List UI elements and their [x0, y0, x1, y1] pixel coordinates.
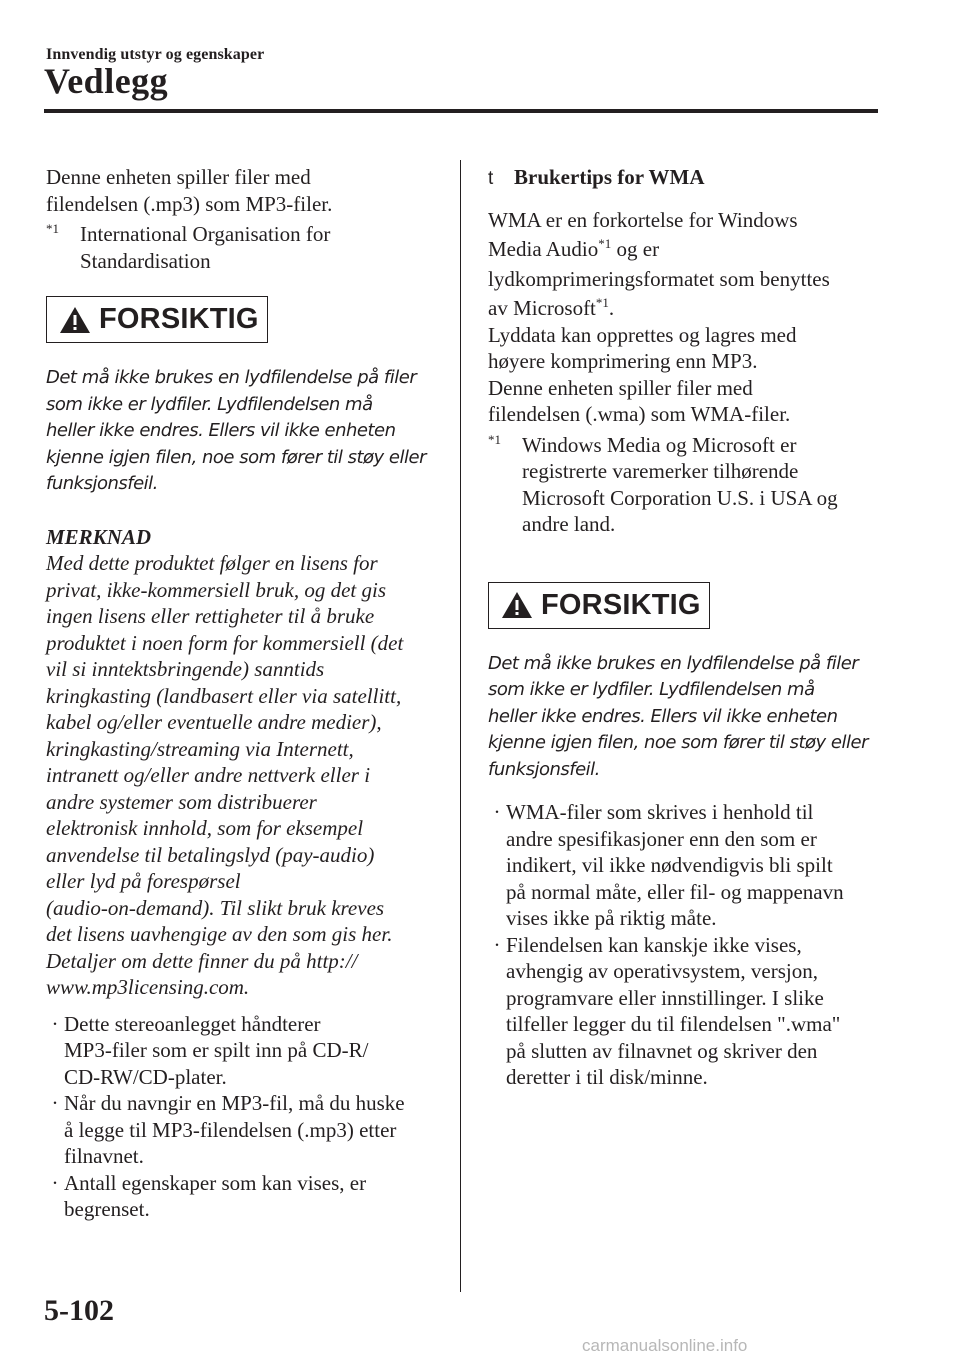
note-line: intranett og/eller andre nettverk eller i	[46, 763, 371, 787]
note-line: andre systemer som distribuerer	[46, 789, 317, 814]
list-item-line: Dette stereoanlegget håndterer	[64, 1011, 321, 1036]
footnote-line: International Organisation for	[80, 222, 331, 246]
caution-text	[46, 365, 438, 498]
footnote	[488, 432, 888, 538]
note-line: www.mp3licensing.com.	[46, 975, 250, 999]
bullet-dot-icon: ·	[51, 1011, 59, 1036]
list-item-line: på normal måte, eller fil- og mappenavn	[506, 879, 844, 904]
list-item-line: CD-RW/CD-plater.	[64, 1064, 227, 1089]
section-heading-text: Brukertips for WMA	[514, 165, 705, 189]
warning-triangle-icon	[501, 591, 533, 619]
wma-description	[488, 207, 888, 428]
header-rule	[44, 109, 878, 113]
caution-line: heller ikke endres. Ellers vil ikke enheten	[488, 705, 838, 727]
bullet-list	[46, 1011, 438, 1223]
caution-line: kjenne igjen filen, noe som fører til støy eller	[46, 446, 426, 468]
list-item-line: deretter i til disk/minne.	[506, 1065, 708, 1089]
note-line: kringkasting (landbasert eller via satellitt,	[46, 683, 402, 708]
list-item-line: filnavnet.	[64, 1144, 144, 1168]
paragraph-line: Lyddata kan opprettes og lagres med	[488, 322, 797, 347]
paragraph-line	[488, 295, 888, 322]
note-line: anvendelse til betalingslyd (pay-audio)	[46, 842, 375, 867]
caution-line: funksjonsfeil.	[46, 473, 158, 494]
caution-line: heller ikke endres. Ellers vil ikke enheten	[46, 420, 396, 441]
caution-text	[488, 651, 888, 784]
list-item-line: WMA-filer som skrives i henhold til	[506, 800, 814, 824]
note-line: (audio-on-demand). Til slikt bruk kreves	[46, 895, 385, 920]
note-title: MERKNAD	[46, 524, 152, 549]
paragraph-line: høyere komprimering enn MP3.	[488, 349, 758, 373]
page-title: Vedlegg	[44, 61, 169, 101]
note-line: kringkasting/streaming via Internett,	[46, 736, 354, 761]
note-body	[46, 550, 438, 1001]
note-line: kabel og/eller eventuelle andre medier),	[46, 710, 382, 734]
footnote-line: registrerte varemerker tilhørende	[522, 459, 799, 483]
caution-box	[46, 296, 268, 343]
bullet-dot-icon: ·	[493, 800, 501, 824]
bullet-dot-icon: ·	[51, 1170, 59, 1195]
section-marker-icon: t	[488, 168, 494, 189]
note-line: ingen lisens eller rettigheter til å bruke	[46, 604, 375, 628]
caution-line: som ikke er lydfiler. Lydfilendelsen må	[488, 679, 815, 700]
footnote-line: andre land.	[522, 512, 616, 536]
bullet-dot-icon: ·	[51, 1091, 59, 1115]
list-item-line: Filendelsen kan kanskje ikke vises,	[506, 932, 802, 957]
list-item-line: begrenset.	[64, 1197, 150, 1221]
note-line: elektronisk innhold, som for eksempel	[46, 816, 364, 840]
note-line: produktet i noen form for kommersiell (det	[46, 630, 404, 655]
note-line: det lisens uavhengige av den som gis her.	[46, 922, 393, 946]
list-item	[46, 1170, 438, 1223]
paragraph-line: filendelsen (.wma) som WMA-filer.	[488, 402, 791, 426]
list-item	[488, 932, 888, 1091]
warning-triangle-icon	[59, 306, 91, 334]
list-item-line: avhengig av operativsystem, versjon,	[506, 959, 819, 983]
text-span: og er	[611, 237, 660, 261]
section-heading	[488, 164, 888, 193]
right-column	[488, 164, 888, 1091]
caution-line: Det må ikke brukes en lydfilendelse på filer	[46, 367, 417, 388]
note-line: Med dette produktet følger en lisens for	[46, 551, 378, 575]
caution-label: FORSIKTIG	[99, 303, 259, 335]
note-line: vil si inntektsbringende) sanntids	[46, 657, 325, 681]
list-item-line: tilfeller legger du til filendelsen ".wma"	[506, 1012, 841, 1036]
caution-line: kjenne igjen filen, noe som fører til støy eller	[488, 732, 868, 753]
paragraph-line: WMA er en forkortelse for Windows	[488, 207, 798, 232]
list-item	[488, 799, 888, 932]
paragraph-line	[488, 236, 888, 263]
list-item-line: Når du navngir en MP3-fil, må du huske	[64, 1091, 405, 1115]
header-section-label: Innvendig utstyr og egenskaper	[46, 46, 265, 63]
page-number: 5-102	[44, 1294, 114, 1327]
footnote	[46, 221, 438, 274]
text-span: av Microsoft	[488, 296, 596, 320]
footnote-mark: *1	[488, 431, 501, 447]
column-divider	[460, 160, 461, 1292]
list-item-line: vises ikke på riktig måte.	[506, 906, 717, 930]
paragraph-line: Denne enheten spiller filer med	[488, 375, 753, 400]
caution-line: funksjonsfeil.	[488, 758, 600, 780]
list-item-line: andre spesifikasjoner enn den som er	[506, 826, 817, 851]
footnote-ref: *1	[598, 236, 612, 251]
watermark: carmanualsonline.info	[582, 1336, 748, 1355]
list-item	[46, 1011, 438, 1091]
bullet-dot-icon: ·	[493, 932, 501, 957]
list-item-line: indikert, vil ikke nødvendigvis bli spilt	[506, 853, 833, 877]
text-span: Media Audio	[488, 237, 599, 261]
footnote-line: Standardisation	[80, 248, 211, 273]
list-item-line: programvare eller innstillinger. I slike	[506, 985, 824, 1010]
note-line: Detaljer om dette finner du på http://	[46, 948, 358, 973]
list-item-line: på slutten av filnavnet og skriver den	[506, 1038, 818, 1063]
list-item-line: å legge til MP3-filendelsen (.mp3) etter	[64, 1117, 397, 1142]
paragraph-line: lydkomprimeringsformatet som benyttes	[488, 266, 830, 291]
footnote-line: Microsoft Corporation U.S. i USA og	[522, 485, 838, 510]
caution-label: FORSIKTIG	[541, 588, 701, 621]
bullet-list	[488, 799, 888, 1091]
note-line: privat, ikke-kommersiell bruk, og det gis	[46, 577, 386, 602]
list-item-line: MP3-filer som er spilt inn på CD-R/	[64, 1038, 369, 1062]
left-column	[46, 164, 438, 1223]
footnote-mark: *1	[46, 221, 59, 236]
list-item	[46, 1090, 438, 1170]
footnote-ref: *1	[595, 295, 609, 310]
intro-line: Denne enheten spiller filer med	[46, 165, 311, 189]
list-item-line: Antall egenskaper som kan vises, er	[64, 1170, 367, 1195]
caution-line: som ikke er lydfiler. Lydfilendelsen må	[46, 393, 373, 415]
note-line: eller lyd på forespørsel	[46, 869, 241, 893]
caution-line: Det må ikke brukes en lydfilendelse på filer	[488, 652, 859, 674]
intro-line: filendelsen (.mp3) som MP3-filer.	[46, 191, 333, 216]
caution-box	[488, 582, 710, 629]
text-span: .	[608, 296, 615, 320]
footnote-line: Windows Media og Microsoft er	[522, 432, 797, 457]
